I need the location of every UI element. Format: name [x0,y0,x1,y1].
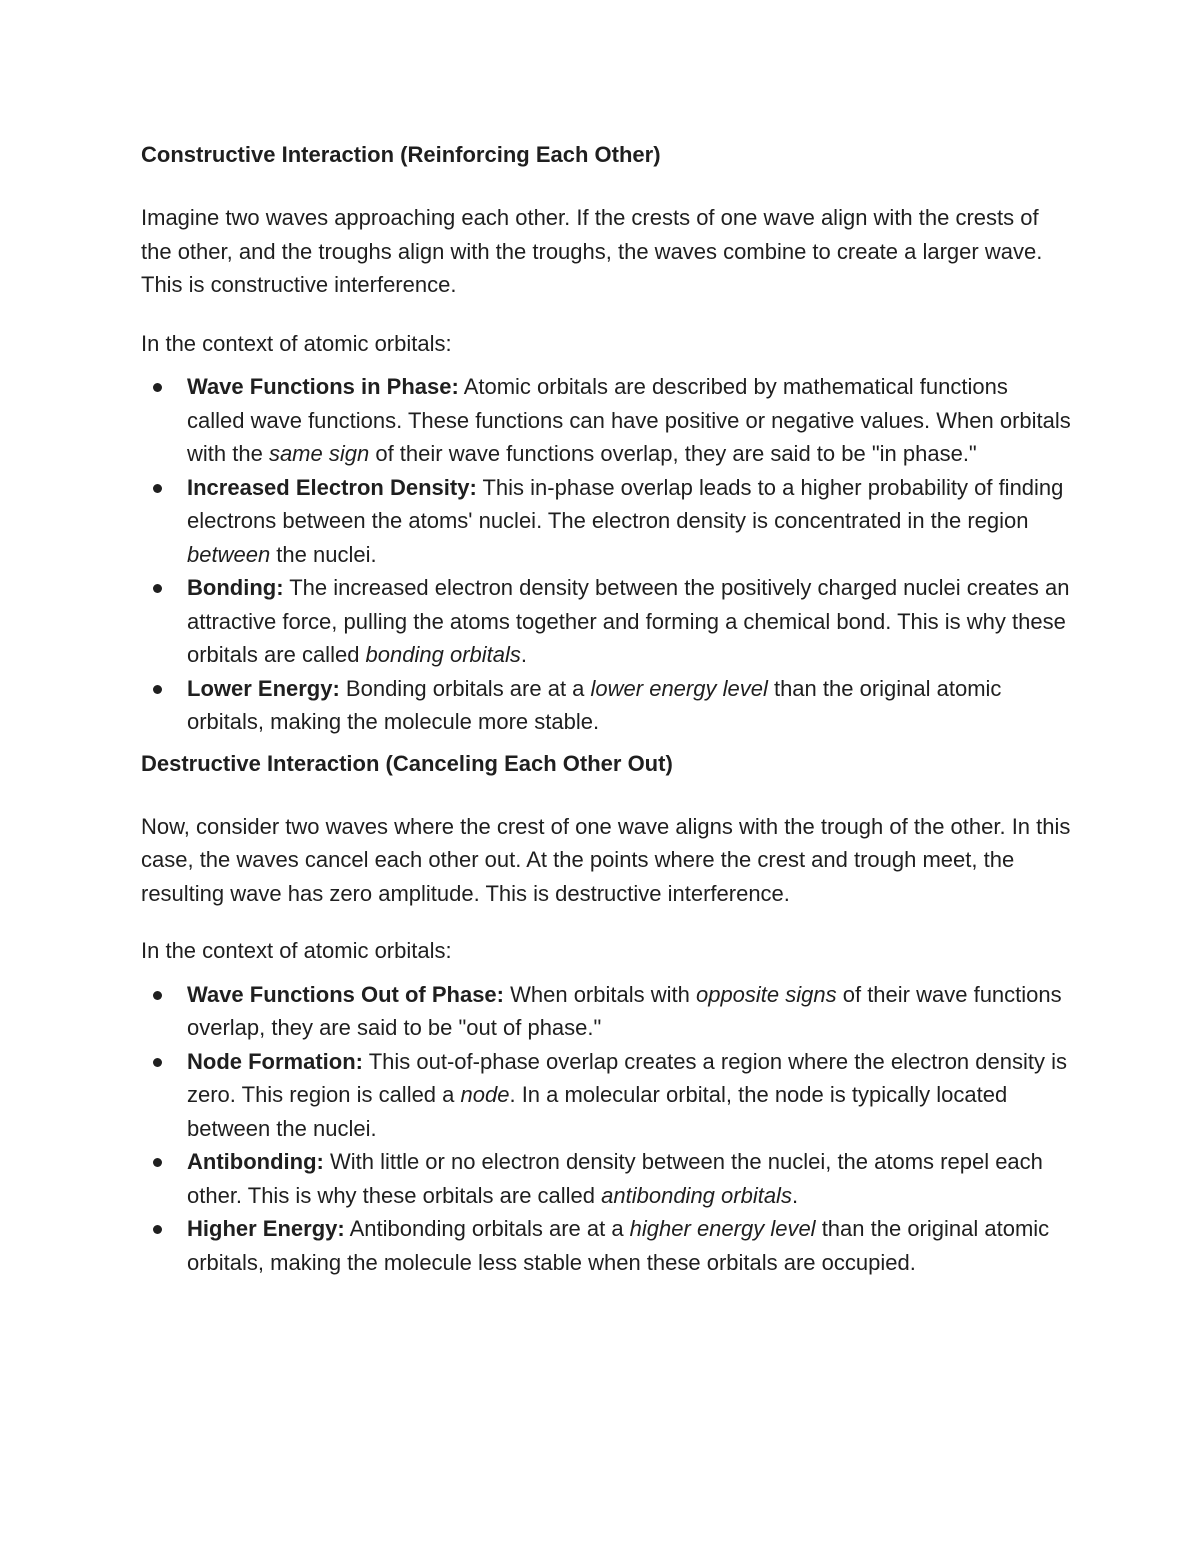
list-item-emphasis: bonding orbitals [365,642,521,667]
list-item-text: of their wave functions overlap, they are said to be "out of phase." [187,981,1062,1040]
bullet-icon [153,685,162,694]
document-page [141,138,1071,1279]
list-item-text: . [520,642,528,667]
bullet-icon [153,1158,162,1167]
destructive-paragraph: Now, consider two waves where the crest of one wave aligns with the trough of the other. In this case, the waves cancel each other out. At the points where the crest and trough meet, the resulting wave has zero amplitude. This is destructive interference. [141,813,1071,906]
list-item-term: Lower Energy: [187,675,340,701]
bullet-icon [153,991,162,1000]
list-item-text: When orbitals with [504,981,696,1007]
list-item-text: This out-of-phase overlap creates a region where the electron density is zero. This region is called a [187,1048,1067,1107]
destructive-heading: Destructive Interaction (Canceling Each Other Out) [141,750,673,776]
destructive-list [141,978,1071,1280]
list-item-text: With little or no electron density between the nuclei, the atoms repel each other. This is why these orbitals are called [187,1149,1043,1208]
list-item-text: This in-phase overlap leads to a higher probability of finding electrons between the atoms' nuclei. The electron density is concentrated in the region [187,474,1064,533]
list-item-emphasis: between [187,541,271,567]
list-item-text: of their wave functions overlap, they are said to be "in phase." [369,441,977,466]
list-item-emphasis: node [460,1082,510,1107]
constructive-intro: In the context of atomic orbitals: [141,330,452,356]
bullet-icon [153,383,162,392]
bullet-icon [153,1058,162,1067]
list-item-term: Increased Electron Density: [187,474,477,500]
list-item-text: Bonding orbitals are at a [339,675,591,701]
list-item-text: Antibonding orbitals are at a [344,1216,630,1241]
list-item-term: Bonding: [187,575,284,600]
list-item-term: Higher Energy: [187,1216,345,1241]
bullet-icon [153,584,162,593]
list-item [141,1045,1071,1146]
list-item-emphasis: lower energy level [590,675,768,701]
list-item-emphasis: same sign [268,441,370,466]
list-item-text: the nuclei. [270,541,377,567]
list-item-emphasis: opposite signs [695,981,837,1007]
bullet-icon [153,484,162,493]
list-item-term: Node Formation: [187,1048,363,1074]
list-item-term: Antibonding: [187,1149,324,1174]
constructive-heading: Constructive Interaction (Reinforcing Each Other) [141,142,661,167]
constructive-paragraph: Imagine two waves approaching each other. If the crests of one wave align with the crests of the other, and the troughs align with the troughs, the waves combine to create a larger wave. This is constructive interference. [141,205,1043,297]
list-item [141,1145,1071,1212]
list-item [141,471,1071,572]
list-item-text: Atomic orbitals are described by mathematical functions called wave functions. These functions can have positive or negative values. When orbitals with the [187,374,1071,466]
list-item-text: than the original atomic orbitals, making the molecule more stable. [187,675,1002,734]
list-item-term: Wave Functions in Phase: [187,374,459,399]
list-item-text: . [791,1182,799,1208]
list-item [141,978,1071,1045]
list-item [141,370,1071,471]
list-item-text: The increased electron density between the positively charged nuclei creates an attractive force, pulling the atoms together and forming a chemical bond. This is why these orbitals are called [187,575,1070,667]
list-item-emphasis: antibonding orbitals [601,1182,792,1208]
list-item [141,571,1071,672]
list-item-term: Wave Functions Out of Phase: [187,981,504,1007]
list-item-emphasis: higher energy level [629,1216,816,1241]
list-item [141,1212,1071,1279]
destructive-intro: In the context of atomic orbitals: [141,938,452,963]
constructive-list [141,370,1071,739]
list-item-text: . In a molecular orbital, the node is typically located between the nuclei. [187,1082,1008,1141]
list-item-text: than the original atomic orbitals, making the molecule less stable when these orbitals are occupied. [187,1216,1050,1275]
bullet-icon [153,1225,162,1234]
list-item [141,672,1071,739]
